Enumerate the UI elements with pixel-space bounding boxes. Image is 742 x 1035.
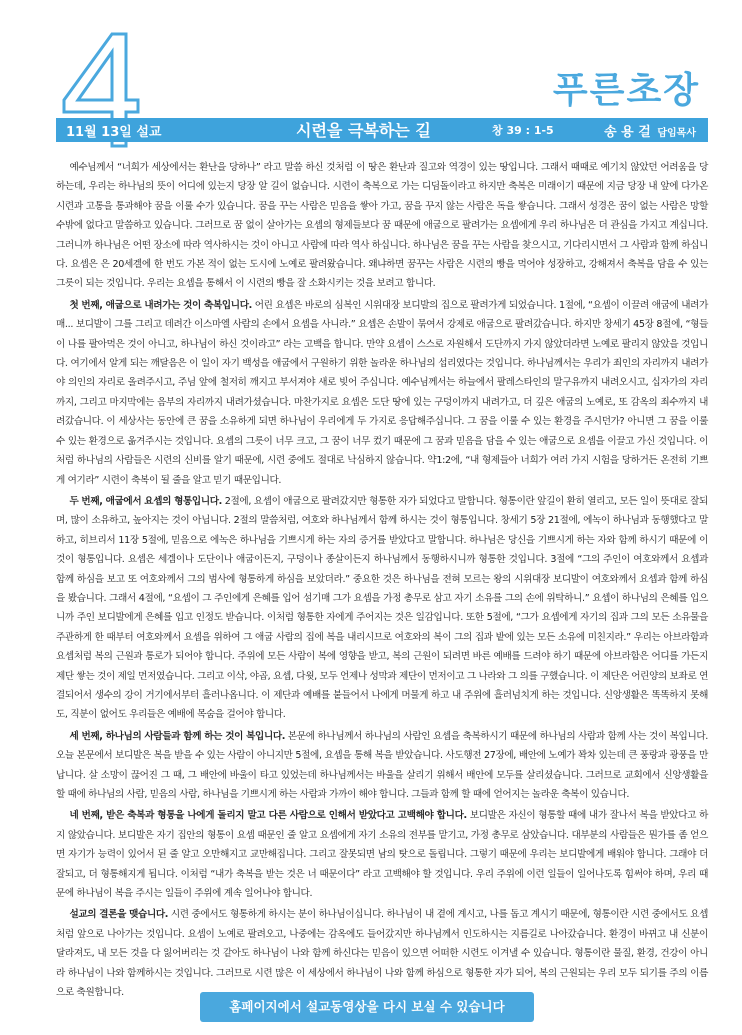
video-notice-banner: 홈페이지에서 설교동영상을 다시 보실 수 있습니다 [200,992,534,1022]
paragraph-point-1 [56,296,708,490]
paragraph-lead: 네 번째, 받은 축복과 형통을 나에게 돌리지 말고 다른 사람으로 인해서 받았다고 고백해야 합니다. [69,810,467,822]
sermon-banner [56,118,708,142]
paragraph-point-3 [56,727,708,805]
sermon-body [56,158,708,1004]
paragraph-text: 예수님께서 “너희가 세상에서는 환난을 당하나” 라고 말씀 하신 것처럼 이 땅은 환난과 질고와 역경이 있는 땅입니다. 그래서 때때로 예기치 않았던 어려움을 당하는데, 우리는 하나님의 뜻이 어디에 있는지 당장 알 길이 없습니다. 시련이 축복으로 가는 디딤돌이라고 하지만 축복은 미래이기 때문에 지금 당장 내 앞에 다가온 시련과 고통을 통과해야 꿈을 이룰 수가 있습니다. 꿈을 꾸는 사람은 믿음을 쌓아 가고, 꿈을 꾸지 않는 사람은 독을 쌓습니다. 그래서 성경은 꿈이 없는 사람은 망할 수밖에 없다고 말씀하고 있습니다. 그러므로 꿈 없이 살아가는 요셉의 형제들보다 꿈 때문에 애굽으로 팔려가는 요셉에게 우리 하나님은 더 관심을 가지고 계십니다. 그러니까 하나님은 어떤 장소에 따라 역사하시는 것이 아니고 사람에 따라 역사 하십니다. 하나님은 꿈을 꾸는 사람을 찾으시고, 기다리시면서 그 사람과 함께 하십니다. 요셉은 은 20세겔에 한 번도 가본 적이 없는 도시에 노예로 팔려왔습니다. 왜냐하면 꿈꾸는 사람은 시련의 빵을 먹어야 성장하고, 강해져서 축복을 담을 수 있는 그릇이 되는 것입니다. 우리는 요셉을 통해서 이 시련의 빵을 잘 소화시키는 것을 보려고 합니다. [56,162,708,290]
preacher-name: 송 용 걸 [604,125,651,140]
paragraph-lead: 세 번째, 하나님의 사람들과 함께 하는 것이 복입니다. [69,730,286,742]
paragraph-text: 2절에, 요셉이 애굽으로 팔려갔지만 형통한 자가 되었다고 말합니다. 형통이란 앞길이 환히 열리고, 모든 일이 뜻대로 잘되며, 많이 소유하고, 높아지는 것이 아닙니다. 2절의 말씀처럼, 여호와 하나님께서 함께 하시는 것이 형통입니다. 창세기 5장 21절에, 에녹이 하나님과 동행했다고 말하고, 히브리서 11장 5절에, 믿음으로 에녹은 하나님을 기쁘시게 하는 자의 증거를 받았다고 말합니다. 하나님은 당신을 기쁘시게 하는 자와 함께 하시기 때문에 이것이 형통입니다. 요셉은 세겜이나 도단이나 애굽이든지, 구덩이나 종살이든지 하나님께서 동행하시니까 형통한 것입니다. 3절에 “그의 주인이 여호와께서 요셉과 함께 하심을 보고 또 여호와께서 그의 범사에 형통하게 하심을 보았더라.” 중요한 것은 하나님을 전혀 모르는 왕의 시위대장 보디발이 여호와께서 요셉과 함께 하심을 봤습니다. 그래서 4절에, “요셉이 그 주인에게 은혜를 입어 섬기매 그가 요셉을 가정 총무로 삼고 자기 소유를 그의 손에 위탁하니.” 요셉이 하나님의 은혜를 입으니까 주인 보디발에게 은혜를 입고 인정도 받습니다. 이처럼 형통한 자에게 주어지는 것은 일감입니다. 또한 5절에, “그가 요셉에게 자기의 집과 그의 모든 소유물을 주관하게 한 때부터 여호와께서 요셉을 위하여 그 애굽 사람의 집에 복을 내리시므로 여호와의 복이 그의 집과 밭에 있는 모든 소유에 미친지라.” 우리는 아브라함과 요셉처럼 복의 근원과 통로가 되어야 합니다. 주위에 모든 사람이 복에 영향을 받고, 복의 근원이 되려면 바른 예배를 드려야 하기 때문에 아브라함은 어디를 가든지 제단 쌓는 것이 제일 먼저였습니다. 그리고 이삭, 야곱, 요셉, 다윗, 모두 언제나 성막과 제단이 먼저이고 그 나라와 그 의를 구했습니다. 이 제단은 어린양의 보좌로 연결되어서 생수의 강이 거기에서부터 흘러나옵니다. 이 제단과 예배를 붙들어서 나에게 머물게 하고 내 주위에 흘러넘치게 하는 것입니다. 신앙생활은 똑똑하지 못해도, 직분이 없어도 우리들은 예배에 목숨을 걸어야 합니다. [56,495,708,721]
paragraph-lead: 두 번째, 애굽에서 요셉의 형통입니다. [69,495,222,507]
brand-title: 푸른초장 [552,70,700,111]
sermon-title: 시련을 극복하는 길 [296,121,431,140]
paragraph-text: 본문에 하나님께서 하나님의 사람인 요셉을 축복하시기 때문에 하나님의 사람과 함께 사는 것이 복입니다. 오늘 본문에서 보디발은 복을 받을 수 있는 사람이 아니지만 5절에, 요셉을 통해 복을 받았습니다. 사도행전 27장에, 배안에 노예가 꽉차 있는데 큰 풍랑과 광풍을 만납니다. 살 소망이 끊어진 그 때, 그 배안에 바울이 타고 있었는데 하나님께서는 바울을 살리기 위해서 배안에 모두를 살리셨습니다. 그러므로 교회에서 신앙생활을 할 때에 하나님의 사람, 믿음의 사람, 하나님을 기쁘시게 하는 사람과 가까이 해야 합니다. 그들과 함께 할 때에 얻어지는 놀라운 축복이 있습니다. [56,730,708,800]
paragraph-lead: 설교의 결론을 맺습니다. [69,909,169,921]
scripture-reference: 창 39 : 1-5 [492,124,554,137]
paragraph-conclusion [56,905,708,1002]
paragraph-text: 보디발은 자신이 형통할 때에 내가 잘나서 복을 받았다고 하지 않았습니다. 보디발은 자기 집안의 형통이 요셉 때문인 줄 알고 요셉에게 자기 소유의 전부를 맡기고, 가정 총무로 삼았습니다. 대부분의 사람들은 뭔가를 좀 얻으면 자기가 능력이 있어서 된 줄 알고 오만해지고 교만해집니다. 그리고 잘못되면 남의 탓으로 돌립니다. 그렇기 때문에 우리는 보디발에게 배워야 합니다. 그래야 더 잘되고, 더 형통해지게 됩니다. 이처럼 “내가 축복을 받는 것은 너 때문이다” 라고 고백해야 할 것입니다. 우리 주위에 이런 일들이 일어나도록 힘써야 하며, 우리 때문에 하나님이 복을 주시는 일들이 주위에 계속 일어나야 합니다. [56,810,708,900]
paragraph-text: 시련 중에서도 형통하게 하시는 분이 하나님이십니다. 하나님이 내 곁에 계시고, 나를 돕고 계시기 때문에, 형통이란 시련 중에서도 요셉처럼 앞으로 나아가는 것입니다. 요셉이 노예로 팔려오고, 나중에는 감옥에도 들어갔지만 하나님께서 인도하시는 지름길로 나아갔습니다. 환경이 바뀌고 내 신분이 달라져도, 내 모든 것을 다 잃어버리는 것 같아도 하나님이 나와 함께 하신다는 믿음이 있으면 어떠한 시련도 이겨낼 수 있습니다. 형통이란 물질, 환경, 건강이 아니라 하나님이 나와 함께하시는 것입니다. 그러므로 시련 많은 이 세상에서 하나님이 나와 함께 하심으로 형통한 자가 되어, 복의 근원되는 우리 모두 되기를 주의 이름으로 축원합니다. [56,909,708,999]
paragraph-point-2 [56,492,708,725]
paragraph-lead: 첫 번째, 애굽으로 내려가는 것이 축복입니다. [69,299,252,311]
paragraph-point-4 [56,806,708,903]
paragraph-text: 어린 요셉은 바로의 심복인 시위대장 보디발의 집으로 팔려가게 되었습니다. 1절에, “요셉이 이끌려 애굽에 내려가매... 보디발이 그를 그리고 데려간 이스마엘 사람의 손에서 요셉을 사니라.” 요셉은 손발이 묶여서 강제로 애굽으로 팔려갔습니다. 하지만 창세기 45장 8절에, “형들이 나를 팔아먹은 것이 아니고, 하나님이 하신 것이라고” 라는 고백을 합니다. 만약 요셉이 스스로 자원해서 도단까지 가지 않았더라면 노예로 팔리지 않았을 것입니다. 여기에서 알게 되는 깨달음은 이 일이 자기 백성을 애굽에서 구원하기 위한 놀라운 하나님의 섭리였다는 것입니다. 하나님께서는 우리가 죄인의 자리까지 내려가야 의인의 자리로 올려주시고, 주님 앞에 철저히 깨지고 부서져야 새로 빚어 주십니다. 예수님께서는 하늘에서 팔레스타인의 말구유까지 내려오시고, 십자가의 자리까지, 그리고 마지막에는 음부의 자리까지 내려가셨습니다. 마찬가지로 요셉은 도단 땅에 있는 구덩이까지 내려가고, 더 깊은 애굽의 노예로, 또 감옥의 죄수까지 내려갔습니다. 이 세상사는 동안에 큰 꿈을 소유하게 되면 하나님이 우리에게 두 가지로 응답해주십니다. 그 꿈을 이룰 수 있는 환경을 주시던가? 아니면 그 꿈을 이룰 수 있는 환경으로 옮겨주시는 것입니다. 요셉의 그릇이 너무 크고, 그 꿈이 너무 컸기 때문에 그 꿈과 믿음을 담을 수 있는 애굽으로 요셉을 이끌고 가신 것입니다. 이처럼 하나님의 사람들은 시련의 신비를 알기 때문에, 시련 중에도 절대로 낙심하지 않습니다. 약1:2에, “내 형제들아 너희가 여러 가지 시험을 당하거든 온전히 기쁘게 여기라” 시련이 축복이 될 줄을 알고 믿기 때문입니다. [56,299,709,486]
preacher [604,121,696,140]
preacher-role: 담임목사 [657,128,696,139]
paragraph-intro [56,158,708,294]
sermon-date: 11월 13일 설교 [66,125,162,140]
